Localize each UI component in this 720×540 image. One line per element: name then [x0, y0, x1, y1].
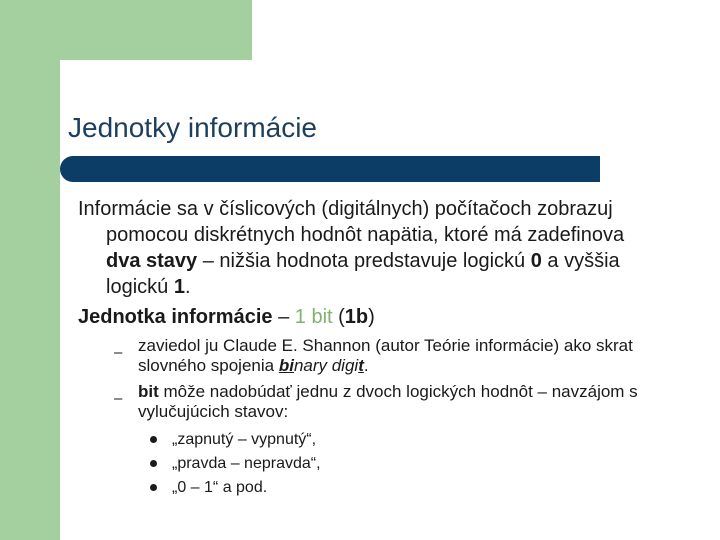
t-emphasis: t: [358, 356, 364, 375]
paragraph-line-1: Informácie sa v číslicových (digitálnych) počítačoch zobrazuj: [78, 198, 613, 220]
sub-item-1-line-2: [138, 356, 369, 376]
paragraph-line-3-text-a: – nižšia hodnota predstavuje logickú: [197, 250, 531, 272]
logic-one-text: 1: [173, 276, 185, 298]
paragraph-line-2: pomocou diskrétnych hodnôt napätia, ktoré má zadefinova: [106, 224, 625, 246]
sub-item-dash: –: [114, 390, 123, 407]
nary-digi-text: nary digi: [293, 356, 359, 375]
unit-heading-bold: Jednotka informácie: [78, 306, 273, 328]
dva-stavy-text: dva stavy: [106, 250, 198, 272]
paragraph-line-4: [106, 274, 191, 300]
green-sidebar-decoration: [0, 0, 60, 540]
unit-heading: [78, 304, 375, 330]
sub-item-2-line-2: vylučujúcich stavov:: [138, 402, 289, 421]
bullet-dot: [150, 436, 157, 443]
paragraph-line-4-text-b: .: [184, 276, 191, 298]
paragraph-line-3-text-b: a vyššia: [541, 250, 620, 272]
bullet-dot: [150, 484, 157, 491]
paren-close: ): [368, 306, 375, 328]
paren-open: (: [332, 306, 345, 328]
slide-title: Jednotky informácie: [68, 112, 318, 143]
sub-item-2-line-1: [138, 382, 638, 402]
one-b-abbrev: 1b: [344, 306, 369, 328]
bi-emphasis: bi: [278, 356, 294, 375]
sub-item-1-end: .: [363, 356, 369, 375]
green-top-decoration: [0, 0, 252, 60]
sub-item-2-line-1-text: môže nadobúdať jednu z dvoch logických hodnôt – navzájom s: [158, 382, 638, 401]
sub-item-1-line-2-text: slovného spojenia: [138, 356, 279, 375]
paragraph-line-4-text-a: logickú: [106, 276, 174, 298]
bullet-item-1: „zapnutý – vypnutý“,: [172, 431, 317, 448]
bit-term: bit: [138, 382, 159, 401]
logic-zero-text: 0: [530, 250, 542, 272]
sub-item-1-line-1: zaviedol ju Claude E. Shannon (autor Teórie informácie) ako skrat: [138, 336, 633, 355]
bullet-item-3: „0 – 1“ a pod.: [172, 479, 268, 496]
sub-item-dash: –: [114, 344, 123, 361]
bullet-item-2: „pravda – nepravda“,: [172, 455, 321, 472]
title-underline-bar: [60, 156, 600, 182]
bullet-dot: [150, 460, 157, 467]
one-bit-text: 1 bit: [294, 306, 333, 328]
unit-heading-dash: –: [272, 306, 295, 328]
paragraph-line-3: [106, 248, 620, 274]
